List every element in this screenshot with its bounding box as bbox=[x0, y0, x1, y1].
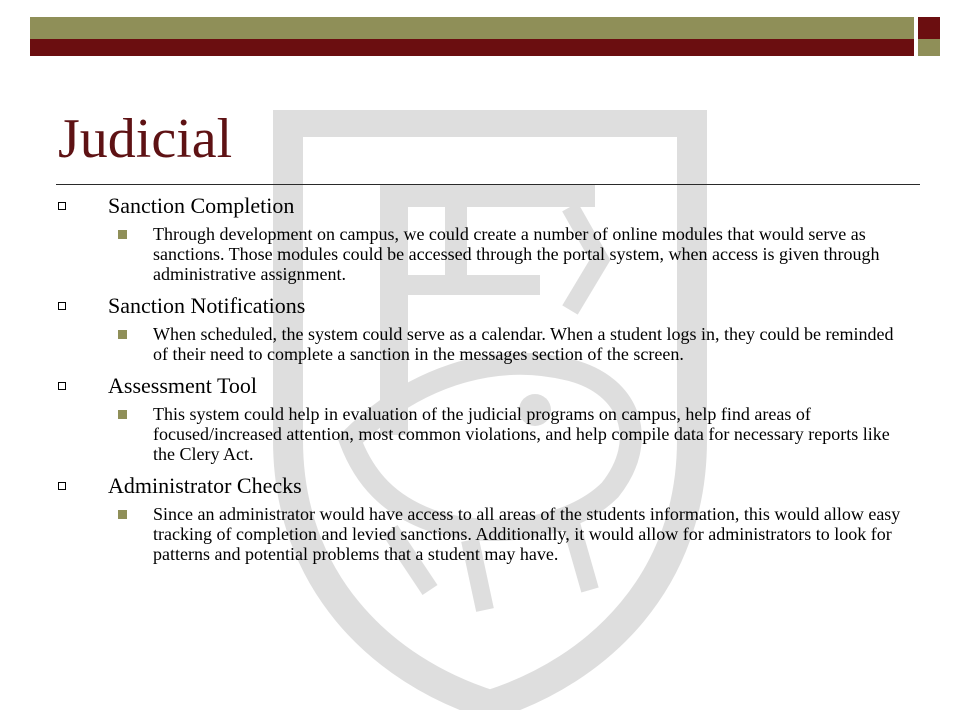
section-detail-text: When scheduled, the system could serve as a calendar. When a student logs in, they could be reminded of their need to complete a sanction in the messages section of the screen. bbox=[153, 324, 894, 364]
section-heading bbox=[58, 372, 918, 400]
hollow-square-bullet-icon bbox=[58, 382, 66, 390]
section-detail-text: Through development on campus, we could create a number of online modules that would serve as sanctions. Those modules could be accessed through the portal system, when access is given through administrative assignment. bbox=[153, 224, 880, 284]
hollow-square-bullet-icon bbox=[58, 482, 66, 490]
header-square-maroon bbox=[918, 17, 940, 39]
section-heading-text: Sanction Completion bbox=[108, 193, 295, 218]
filled-square-bullet-icon bbox=[118, 510, 127, 519]
content-list bbox=[58, 192, 918, 564]
section-heading-text: Sanction Notifications bbox=[108, 293, 306, 318]
filled-square-bullet-icon bbox=[118, 410, 127, 419]
hollow-square-bullet-icon bbox=[58, 202, 66, 210]
filled-square-bullet-icon bbox=[118, 330, 127, 339]
section-detail bbox=[153, 404, 905, 464]
header-square-olive bbox=[918, 39, 940, 56]
section-detail bbox=[153, 504, 905, 564]
section-heading bbox=[58, 472, 918, 500]
section-heading bbox=[58, 292, 918, 320]
section-detail-text: This system could help in evaluation of the judicial programs on campus, help find areas of focused/increased attention, most common violations, and help compile data for necessary reports like the Clery Act. bbox=[153, 404, 890, 464]
section-heading-text: Assessment Tool bbox=[108, 373, 258, 398]
section-detail-text: Since an administrator would have access to all areas of the students information, this would allow easy tracking of completion and levied sanctions. Additionally, it would allow for administrators to look for patterns and potential problems that a student may have. bbox=[153, 504, 901, 564]
section-heading-text: Administrator Checks bbox=[108, 473, 302, 498]
slide-title: Judicial bbox=[58, 108, 233, 170]
header-bar-maroon bbox=[30, 39, 914, 56]
section-detail bbox=[153, 224, 905, 284]
filled-square-bullet-icon bbox=[118, 230, 127, 239]
header-bar-olive bbox=[30, 17, 914, 39]
hollow-square-bullet-icon bbox=[58, 302, 66, 310]
section-heading bbox=[58, 192, 918, 220]
title-underline bbox=[56, 184, 920, 185]
section-detail bbox=[153, 324, 905, 364]
